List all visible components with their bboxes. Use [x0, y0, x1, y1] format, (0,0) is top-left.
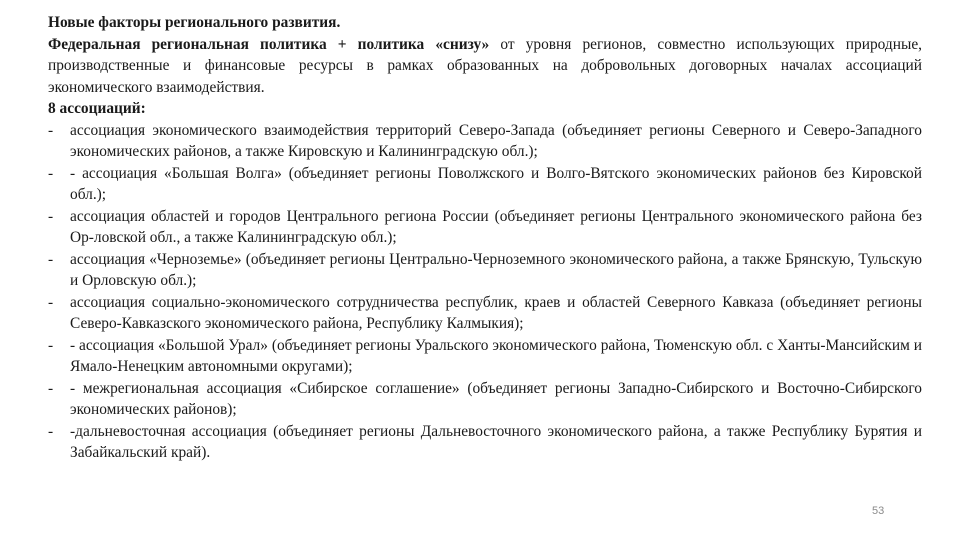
intro-paragraph [48, 34, 922, 99]
association-text: ассоциация экономического взаимодействия территорий Северо-Запада (объединяет регионы Северного и Северо-Западного экономических районов, а также Кировскую и Калининградскую обл.); [70, 121, 922, 160]
slide-heading: Новые факторы регионального развития. [48, 14, 341, 31]
associations-list [48, 120, 922, 464]
association-text: -дальневосточная ассоциация (объединяет регионы Дальневосточного экономического района, а также Республику Бурятия и Забайкальский край). [70, 422, 922, 461]
list-marker: - [48, 121, 54, 139]
association-text: - ассоциация «Большой Урал» (объединяет регионы Уральского экономического района, Тюменскую обл. с Ханты-Мансийским и Ямало-Ненецким автономными округами); [70, 336, 922, 375]
intro-lead: Федеральная региональная политика + политика «снизу» [48, 35, 490, 53]
association-item [48, 120, 922, 163]
intro-text: от уровня регионов, совместно использующих природные, производственные и финансовые ресурсы в рамках образованных на добровольных договорных началах ассоциаций экономического взаимодействия. [48, 35, 922, 96]
association-item [48, 378, 922, 421]
list-marker: - [48, 293, 54, 311]
association-item [48, 249, 922, 292]
list-marker: - [48, 207, 54, 225]
association-text: - межрегиональная ассоциация «Сибирское соглашение» (объединяет регионы Западно-Сибирского и Восточно-Сибирского экономических районов); [70, 379, 922, 418]
association-text: ассоциация «Черноземье» (объединяет регионы Центрально-Черноземного экономического района, а также Брянскую, Тульскую и Орловскую обл.); [70, 250, 922, 289]
association-item [48, 292, 922, 335]
association-text: ассоциация социально-экономического сотрудничества республик, краев и областей Северного Кавказа (объединяет регионы Северо-Кавказского экономического района, Республику Калмыкия); [70, 293, 922, 332]
association-item [48, 335, 922, 378]
list-marker: - [48, 379, 54, 397]
association-item [48, 163, 922, 206]
association-item [48, 421, 922, 464]
association-item [48, 206, 922, 249]
slide-content [48, 12, 922, 464]
list-marker: - [48, 336, 54, 354]
list-marker: - [48, 250, 54, 268]
association-text: ассоциация областей и городов Центрального региона России (объединяет регионы Центрального экономического района без Ор-ловской обл., а также Калининградскую обл.); [70, 207, 922, 246]
page-number: 53 [872, 505, 885, 517]
associations-count: 8 ассоциаций: [48, 100, 146, 117]
list-marker: - [48, 422, 54, 440]
list-marker: - [48, 164, 54, 182]
association-text: - ассоциация «Большая Волга» (объединяет регионы Поволжского и Волго-Вятского экономических районов без Кировской обл.); [70, 164, 922, 203]
